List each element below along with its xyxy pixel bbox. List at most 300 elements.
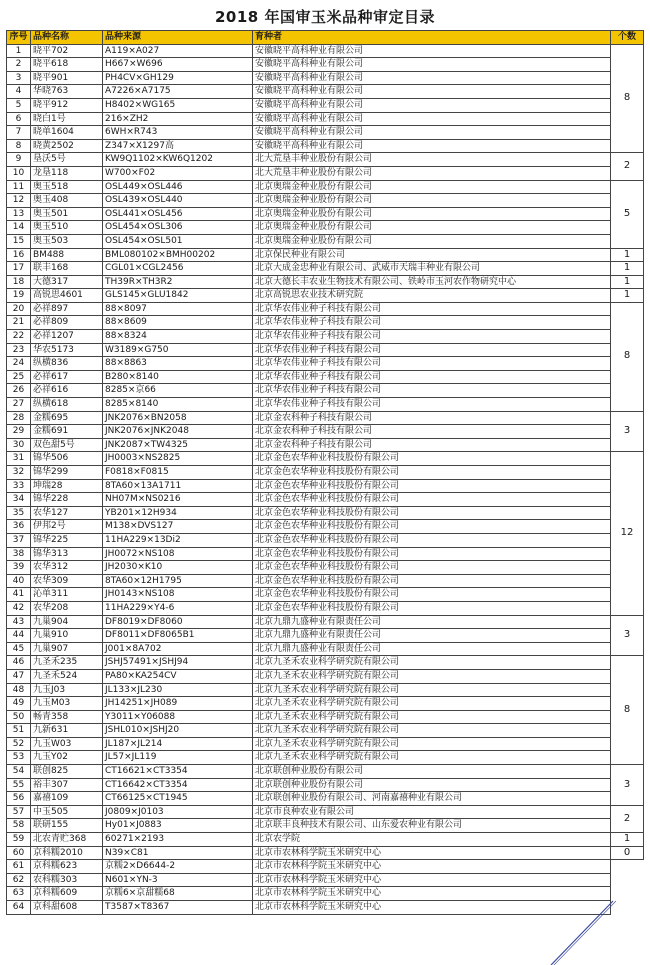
variety-name: 龙垦118 bbox=[31, 166, 103, 180]
variety-name: 垦沃5号 bbox=[31, 153, 103, 167]
variety-name: 九巢904 bbox=[31, 615, 103, 629]
variety-source: 216×ZH2 bbox=[103, 112, 253, 126]
variety-name: 坤瑞28 bbox=[31, 479, 103, 493]
breeder: 北京奥瑞金种业股份有限公司 bbox=[253, 194, 611, 208]
variety-source: OSL454×OSL306 bbox=[103, 221, 253, 235]
variety-source: 8285×8140 bbox=[103, 398, 253, 412]
breeder: 北京市农林科学院玉米研究中心 bbox=[253, 860, 611, 874]
breeder: 北京九圣禾农业科学研究院有限公司 bbox=[253, 751, 611, 765]
variety-name: 奥玉510 bbox=[31, 221, 103, 235]
table-row bbox=[7, 765, 644, 779]
variety-name: 华农5173 bbox=[31, 343, 103, 357]
variety-name: 晓平702 bbox=[31, 44, 103, 58]
breeder: 安徽晓平高科种业有限公司 bbox=[253, 98, 611, 112]
table-row bbox=[7, 343, 644, 357]
table-row bbox=[7, 683, 644, 697]
variety-name: 金糯691 bbox=[31, 425, 103, 439]
row-index: 24 bbox=[7, 357, 31, 371]
variety-source: N601×YN-3 bbox=[103, 873, 253, 887]
variety-name: 高锐思4601 bbox=[31, 289, 103, 303]
variety-source: TH39R×TH3R2 bbox=[103, 275, 253, 289]
row-index: 33 bbox=[7, 479, 31, 493]
group-count: 2 bbox=[611, 153, 644, 180]
row-index: 57 bbox=[7, 805, 31, 819]
breeder: 北京金色农华种业科技股份有限公司 bbox=[253, 601, 611, 615]
row-index: 37 bbox=[7, 533, 31, 547]
row-index: 40 bbox=[7, 574, 31, 588]
variety-source: Z347×X1297高 bbox=[103, 139, 253, 153]
table-row bbox=[7, 411, 644, 425]
variety-name: 晓平912 bbox=[31, 98, 103, 112]
variety-name: 伊邦2号 bbox=[31, 520, 103, 534]
breeder: 北京市农林科学院玉米研究中心 bbox=[253, 873, 611, 887]
table-row bbox=[7, 751, 644, 765]
variety-source: 京糯2×D6644-2 bbox=[103, 860, 253, 874]
breeder: 北京奥瑞金种业股份有限公司 bbox=[253, 234, 611, 248]
breeder: 北京保民种业有限公司 bbox=[253, 248, 611, 262]
row-index: 17 bbox=[7, 262, 31, 276]
breeder: 北京农学院 bbox=[253, 833, 611, 847]
variety-source: OSL441×OSL456 bbox=[103, 207, 253, 221]
variety-name: 晓平901 bbox=[31, 71, 103, 85]
breeder: 北京金色农华种业科技股份有限公司 bbox=[253, 452, 611, 466]
table-row bbox=[7, 588, 644, 602]
variety-name: 锦华313 bbox=[31, 547, 103, 561]
table-row bbox=[7, 819, 644, 833]
breeder: 北京市农林科学院玉米研究中心 bbox=[253, 846, 611, 860]
breeder: 北京九鼎九盛种业有限责任公司 bbox=[253, 642, 611, 656]
variety-source: CGL01×CGL2456 bbox=[103, 262, 253, 276]
variety-source: DF8011×DF8065B1 bbox=[103, 629, 253, 643]
row-index: 29 bbox=[7, 425, 31, 439]
variety-source: DF8019×DF8060 bbox=[103, 615, 253, 629]
table-row bbox=[7, 520, 644, 534]
header-variety-source: 品种来源 bbox=[103, 31, 253, 45]
table-row bbox=[7, 194, 644, 208]
variety-name: 晓平618 bbox=[31, 58, 103, 72]
variety-name: 晓黄2502 bbox=[31, 139, 103, 153]
row-index: 58 bbox=[7, 819, 31, 833]
row-index: 1 bbox=[7, 44, 31, 58]
table-row bbox=[7, 724, 644, 738]
breeder: 北京联丰良种技术有限公司、山东爱农种业有限公司 bbox=[253, 819, 611, 833]
row-index: 41 bbox=[7, 588, 31, 602]
variety-source: YB201×12H934 bbox=[103, 506, 253, 520]
variety-name: 必祥897 bbox=[31, 302, 103, 316]
variety-name: 晓白1号 bbox=[31, 112, 103, 126]
variety-source: PA80×KA254CV bbox=[103, 669, 253, 683]
variety-source: CT16642×CT3354 bbox=[103, 778, 253, 792]
variety-name: 沁单311 bbox=[31, 588, 103, 602]
row-index: 34 bbox=[7, 493, 31, 507]
breeder: 北京金农科种子科技有限公司 bbox=[253, 425, 611, 439]
breeder: 北京华农伟业种子科技有限公司 bbox=[253, 302, 611, 316]
breeder: 北京金农科种子科技有限公司 bbox=[253, 411, 611, 425]
variety-source: OSL454×OSL501 bbox=[103, 234, 253, 248]
breeder: 北京大德长丰农业生物技术有限公司、铁岭市玉河农作物研究中心 bbox=[253, 275, 611, 289]
variety-name: 九巢907 bbox=[31, 642, 103, 656]
variety-source: JSHL010×JSHJ20 bbox=[103, 724, 253, 738]
strike-lines bbox=[545, 895, 650, 965]
breeder: 北京九圣禾农业科学研究院有限公司 bbox=[253, 724, 611, 738]
table-row bbox=[7, 438, 644, 452]
variety-source: JH0072×NS108 bbox=[103, 547, 253, 561]
table-row bbox=[7, 384, 644, 398]
row-index: 15 bbox=[7, 234, 31, 248]
row-index: 64 bbox=[7, 901, 31, 915]
breeder: 北京奥瑞金种业股份有限公司 bbox=[253, 221, 611, 235]
group-count: 3 bbox=[611, 411, 644, 452]
page-title: 2018 年国审玉米品种审定目录 bbox=[215, 8, 435, 26]
variety-source: JNK2076×JNK2048 bbox=[103, 425, 253, 439]
variety-name: 京科糯609 bbox=[31, 887, 103, 901]
row-index: 56 bbox=[7, 792, 31, 806]
table-row bbox=[7, 234, 644, 248]
variety-name: 联丰168 bbox=[31, 262, 103, 276]
group-count: 8 bbox=[611, 656, 644, 765]
variety-name: 嘉禧109 bbox=[31, 792, 103, 806]
variety-name: 九玉W03 bbox=[31, 737, 103, 751]
group-count: 3 bbox=[611, 765, 644, 806]
group-count: 1 bbox=[611, 262, 644, 276]
row-index: 16 bbox=[7, 248, 31, 262]
row-index: 11 bbox=[7, 180, 31, 194]
table-row bbox=[7, 479, 644, 493]
variety-name: 农华309 bbox=[31, 574, 103, 588]
breeder: 北京华农伟业种子科技有限公司 bbox=[253, 357, 611, 371]
row-index: 60 bbox=[7, 846, 31, 860]
table-row bbox=[7, 85, 644, 99]
table-row bbox=[7, 629, 644, 643]
variety-source: CT66125×CT1945 bbox=[103, 792, 253, 806]
variety-name: 联研155 bbox=[31, 819, 103, 833]
variety-source: 8TA60×12H1795 bbox=[103, 574, 253, 588]
breeder: 北京九圣禾农业科学研究院有限公司 bbox=[253, 683, 611, 697]
variety-name: 九圣禾524 bbox=[31, 669, 103, 683]
variety-name: 奥玉501 bbox=[31, 207, 103, 221]
group-count: 1 bbox=[611, 833, 644, 847]
breeder: 北京金色农华种业科技股份有限公司 bbox=[253, 547, 611, 561]
breeder: 安徽晓平高科种业有限公司 bbox=[253, 139, 611, 153]
breeder: 北京华农伟业种子科技有限公司 bbox=[253, 370, 611, 384]
variety-source: GLS145×GLU1842 bbox=[103, 289, 253, 303]
breeder: 北京九圣禾农业科学研究院有限公司 bbox=[253, 697, 611, 711]
variety-source: JL57×JL119 bbox=[103, 751, 253, 765]
table-row bbox=[7, 805, 644, 819]
variety-source: NH07M×NS0216 bbox=[103, 493, 253, 507]
breeder: 北京九圣禾农业科学研究院有限公司 bbox=[253, 737, 611, 751]
row-index: 32 bbox=[7, 466, 31, 480]
table-row bbox=[7, 139, 644, 153]
variety-name: 中玉505 bbox=[31, 805, 103, 819]
breeder: 北京金色农华种业科技股份有限公司 bbox=[253, 561, 611, 575]
variety-source: J001×8A702 bbox=[103, 642, 253, 656]
breeder: 北京九圣禾农业科学研究院有限公司 bbox=[253, 710, 611, 724]
breeder: 北京市良种农业有限公司 bbox=[253, 805, 611, 819]
row-index: 22 bbox=[7, 330, 31, 344]
group-count: 8 bbox=[611, 302, 644, 411]
variety-name: 必祥617 bbox=[31, 370, 103, 384]
strike-line bbox=[554, 901, 616, 965]
variety-name: 大德317 bbox=[31, 275, 103, 289]
variety-source: H667×W696 bbox=[103, 58, 253, 72]
table-row bbox=[7, 166, 644, 180]
group-count: 1 bbox=[611, 248, 644, 262]
variety-name: 九玉Y02 bbox=[31, 751, 103, 765]
breeder: 北京九鼎九盛种业有限责任公司 bbox=[253, 629, 611, 643]
variety-source: 8TA60×13A1711 bbox=[103, 479, 253, 493]
breeder: 安徽晓平高科种业有限公司 bbox=[253, 71, 611, 85]
header-index: 序号 bbox=[7, 31, 31, 45]
breeder: 北京金农科种子科技有限公司 bbox=[253, 438, 611, 452]
variety-table bbox=[6, 30, 644, 915]
breeder: 北京金色农华种业科技股份有限公司 bbox=[253, 466, 611, 480]
variety-source: JSHJ57491×JSHJ94 bbox=[103, 656, 253, 670]
variety-name: 必祥809 bbox=[31, 316, 103, 330]
table-row bbox=[7, 533, 644, 547]
row-index: 55 bbox=[7, 778, 31, 792]
table-row bbox=[7, 561, 644, 575]
table-row bbox=[7, 221, 644, 235]
variety-source: JH0143×NS108 bbox=[103, 588, 253, 602]
row-index: 2 bbox=[7, 58, 31, 72]
breeder: 北大荒垦丰种业股份有限公司 bbox=[253, 153, 611, 167]
header-variety-name: 品种名称 bbox=[31, 31, 103, 45]
breeder: 北京华农伟业种子科技有限公司 bbox=[253, 316, 611, 330]
breeder: 北京高锐思农业技术研究院 bbox=[253, 289, 611, 303]
breeder: 北京华农伟业种子科技有限公司 bbox=[253, 330, 611, 344]
breeder: 北大荒垦丰种业股份有限公司 bbox=[253, 166, 611, 180]
variety-source: JL187×JL214 bbox=[103, 737, 253, 751]
breeder: 北京奥瑞金种业股份有限公司 bbox=[253, 207, 611, 221]
variety-source: J0809×J0103 bbox=[103, 805, 253, 819]
row-index: 8 bbox=[7, 139, 31, 153]
variety-source: CT16621×CT3354 bbox=[103, 765, 253, 779]
variety-name: 联创825 bbox=[31, 765, 103, 779]
table-row bbox=[7, 493, 644, 507]
table-row bbox=[7, 302, 644, 316]
row-index: 7 bbox=[7, 126, 31, 140]
breeder: 安徽晓平高科种业有限公司 bbox=[253, 44, 611, 58]
row-index: 44 bbox=[7, 629, 31, 643]
table-row bbox=[7, 207, 644, 221]
group-count: 1 bbox=[611, 275, 644, 289]
variety-source: 88×8097 bbox=[103, 302, 253, 316]
row-index: 47 bbox=[7, 669, 31, 683]
variety-source: PH4CV×GH129 bbox=[103, 71, 253, 85]
table-row bbox=[7, 248, 644, 262]
variety-name: 必祥616 bbox=[31, 384, 103, 398]
breeder: 北京市农林科学院玉米研究中心 bbox=[253, 887, 611, 901]
row-index: 53 bbox=[7, 751, 31, 765]
breeder: 北京奥瑞金种业股份有限公司 bbox=[253, 180, 611, 194]
row-index: 5 bbox=[7, 98, 31, 112]
breeder: 北京联创种业股份有限公司 bbox=[253, 778, 611, 792]
row-index: 27 bbox=[7, 398, 31, 412]
table-row bbox=[7, 289, 644, 303]
row-index: 14 bbox=[7, 221, 31, 235]
row-index: 26 bbox=[7, 384, 31, 398]
table-row bbox=[7, 547, 644, 561]
table-row bbox=[7, 656, 644, 670]
variety-name: 奥玉408 bbox=[31, 194, 103, 208]
group-count: 12 bbox=[611, 452, 644, 615]
variety-source: 60271×2193 bbox=[103, 833, 253, 847]
breeder: 北京联创种业股份有限公司、河南嘉禧种业有限公司 bbox=[253, 792, 611, 806]
table-row bbox=[7, 370, 644, 384]
variety-source: W3189×G750 bbox=[103, 343, 253, 357]
breeder: 北京金色农华种业科技股份有限公司 bbox=[253, 506, 611, 520]
variety-source: F0818×F0815 bbox=[103, 466, 253, 480]
variety-source: H8402×WG165 bbox=[103, 98, 253, 112]
row-index: 63 bbox=[7, 887, 31, 901]
table-row bbox=[7, 615, 644, 629]
table-row bbox=[7, 112, 644, 126]
breeder: 北京市农林科学院玉米研究中心 bbox=[253, 901, 611, 915]
row-index: 49 bbox=[7, 697, 31, 711]
row-index: 12 bbox=[7, 194, 31, 208]
table-row bbox=[7, 180, 644, 194]
row-index: 59 bbox=[7, 833, 31, 847]
table-row bbox=[7, 792, 644, 806]
variety-name: 京科糯623 bbox=[31, 860, 103, 874]
row-index: 45 bbox=[7, 642, 31, 656]
variety-name: 农华312 bbox=[31, 561, 103, 575]
table-row bbox=[7, 697, 644, 711]
variety-source: OSL439×OSL440 bbox=[103, 194, 253, 208]
variety-source: Hy01×J0883 bbox=[103, 819, 253, 833]
row-index: 6 bbox=[7, 112, 31, 126]
variety-source: JH14251×JH089 bbox=[103, 697, 253, 711]
row-index: 28 bbox=[7, 411, 31, 425]
breeder: 安徽晓平高科种业有限公司 bbox=[253, 126, 611, 140]
variety-source: JNK2076×BN2058 bbox=[103, 411, 253, 425]
variety-source: JH0003×NS2825 bbox=[103, 452, 253, 466]
variety-source: A7226×A7175 bbox=[103, 85, 253, 99]
row-index: 23 bbox=[7, 343, 31, 357]
row-index: 9 bbox=[7, 153, 31, 167]
variety-source: 88×8863 bbox=[103, 357, 253, 371]
row-index: 43 bbox=[7, 615, 31, 629]
breeder: 北京华农伟业种子科技有限公司 bbox=[253, 398, 611, 412]
variety-source: KW9Q1102×KW6Q1202 bbox=[103, 153, 253, 167]
row-index: 46 bbox=[7, 656, 31, 670]
group-count: 2 bbox=[611, 805, 644, 832]
variety-name: 锦华225 bbox=[31, 533, 103, 547]
breeder: 安徽晓平高科种业有限公司 bbox=[253, 112, 611, 126]
variety-source: JNK2087×TW4325 bbox=[103, 438, 253, 452]
variety-source: T3587×T8367 bbox=[103, 901, 253, 915]
table-row bbox=[7, 425, 644, 439]
row-index: 42 bbox=[7, 601, 31, 615]
variety-source: B280×8140 bbox=[103, 370, 253, 384]
variety-name: BM488 bbox=[31, 248, 103, 262]
table-row bbox=[7, 466, 644, 480]
group-count: 0 bbox=[611, 846, 644, 860]
variety-source: BML080102×BMH00202 bbox=[103, 248, 253, 262]
breeder: 北京金色农华种业科技股份有限公司 bbox=[253, 574, 611, 588]
table-row bbox=[7, 574, 644, 588]
variety-name: 华晓763 bbox=[31, 85, 103, 99]
variety-name: 双色甜5号 bbox=[31, 438, 103, 452]
group-count: 8 bbox=[611, 44, 644, 153]
row-index: 50 bbox=[7, 710, 31, 724]
variety-name: 晓单1604 bbox=[31, 126, 103, 140]
variety-source: 8285×京66 bbox=[103, 384, 253, 398]
breeder: 北京金色农华种业科技股份有限公司 bbox=[253, 520, 611, 534]
table-row bbox=[7, 316, 644, 330]
row-index: 39 bbox=[7, 561, 31, 575]
variety-name: 锦华506 bbox=[31, 452, 103, 466]
variety-name: 金糯695 bbox=[31, 411, 103, 425]
row-index: 10 bbox=[7, 166, 31, 180]
table-row bbox=[7, 669, 644, 683]
variety-name: 九玉M03 bbox=[31, 697, 103, 711]
variety-name: 纵横836 bbox=[31, 357, 103, 371]
row-index: 3 bbox=[7, 71, 31, 85]
breeder: 北京金色农华种业科技股份有限公司 bbox=[253, 493, 611, 507]
table-row bbox=[7, 642, 644, 656]
row-index: 62 bbox=[7, 873, 31, 887]
table-row bbox=[7, 846, 644, 860]
variety-source: 京糯6×京甜糯68 bbox=[103, 887, 253, 901]
table-body bbox=[7, 44, 644, 914]
table-row bbox=[7, 452, 644, 466]
row-index: 31 bbox=[7, 452, 31, 466]
table-row bbox=[7, 833, 644, 847]
row-index: 18 bbox=[7, 275, 31, 289]
variety-source: N39×C81 bbox=[103, 846, 253, 860]
row-index: 4 bbox=[7, 85, 31, 99]
variety-source: JH2030×K10 bbox=[103, 561, 253, 575]
variety-source: 11HA229×13Di2 bbox=[103, 533, 253, 547]
breeder: 北京大成金忠种业有限公司、武威市天瑞丰种业有限公司 bbox=[253, 262, 611, 276]
table-row bbox=[7, 601, 644, 615]
row-index: 21 bbox=[7, 316, 31, 330]
table-row bbox=[7, 98, 644, 112]
table-row bbox=[7, 357, 644, 371]
breeder: 北京联创种业股份有限公司 bbox=[253, 765, 611, 779]
breeder: 北京金色农华种业科技股份有限公司 bbox=[253, 533, 611, 547]
row-index: 19 bbox=[7, 289, 31, 303]
breeder: 北京金色农华种业科技股份有限公司 bbox=[253, 588, 611, 602]
variety-name: 裕丰307 bbox=[31, 778, 103, 792]
breeder: 北京九圣禾农业科学研究院有限公司 bbox=[253, 656, 611, 670]
table-row bbox=[7, 262, 644, 276]
variety-name: 锦华299 bbox=[31, 466, 103, 480]
table-row bbox=[7, 778, 644, 792]
group-count: 5 bbox=[611, 180, 644, 248]
variety-name: 京科糯2010 bbox=[31, 846, 103, 860]
variety-name: 奥玉503 bbox=[31, 234, 103, 248]
variety-source: 88×8609 bbox=[103, 316, 253, 330]
table-row bbox=[7, 506, 644, 520]
row-index: 13 bbox=[7, 207, 31, 221]
row-index: 35 bbox=[7, 506, 31, 520]
variety-source: M138×DVS127 bbox=[103, 520, 253, 534]
table-row bbox=[7, 873, 644, 887]
header-breeder: 育种者 bbox=[253, 31, 611, 45]
variety-source: JL133×JL230 bbox=[103, 683, 253, 697]
variety-name: 九新631 bbox=[31, 724, 103, 738]
breeder: 北京金色农华种业科技股份有限公司 bbox=[253, 479, 611, 493]
variety-name: 九玉J03 bbox=[31, 683, 103, 697]
header-row bbox=[7, 31, 644, 45]
table-row bbox=[7, 330, 644, 344]
row-index: 54 bbox=[7, 765, 31, 779]
row-index: 52 bbox=[7, 737, 31, 751]
variety-source: 6WH×R743 bbox=[103, 126, 253, 140]
